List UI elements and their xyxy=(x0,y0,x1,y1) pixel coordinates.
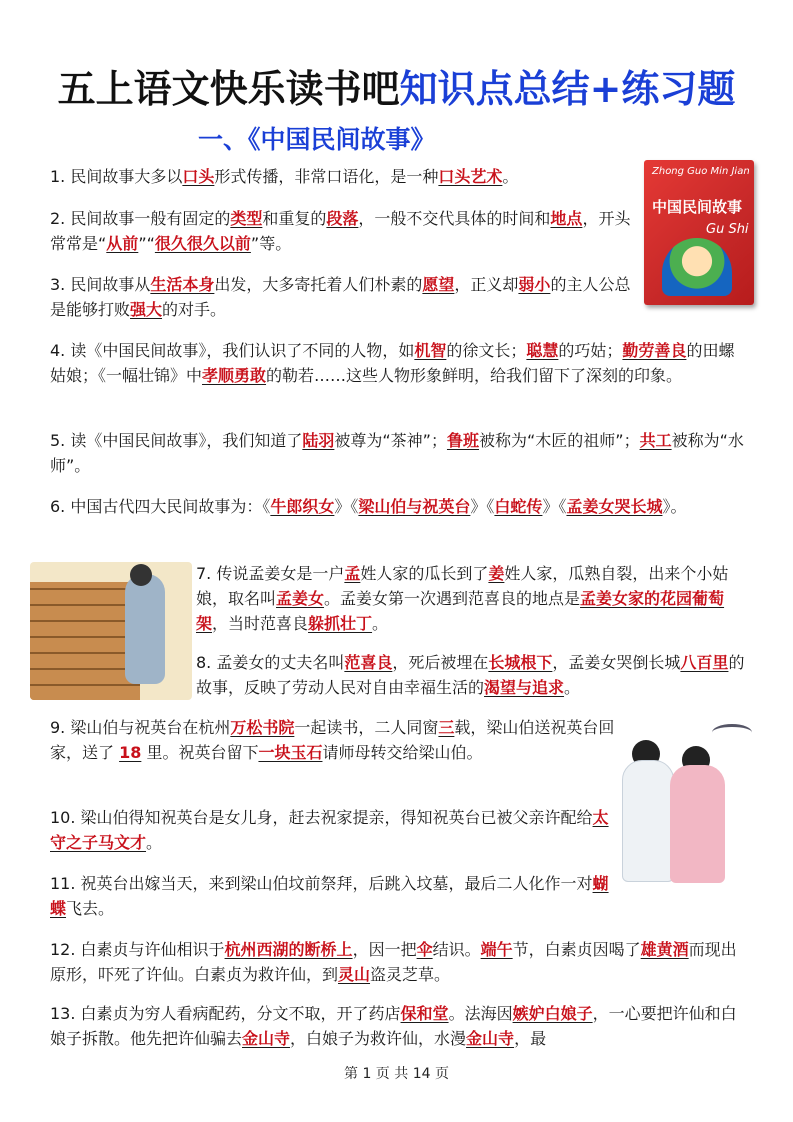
paragraph-text: 13. 白素贞为穷人看病配药，分文不取，开了药店 xyxy=(50,1004,401,1023)
meng-jiangnv-figure xyxy=(125,574,165,684)
answer-keyword: 八百里 xyxy=(680,653,729,672)
paragraph-text: 的徐文长； xyxy=(446,341,527,360)
paragraph-13 xyxy=(50,1001,750,1051)
answer-keyword: 陆羽 xyxy=(302,431,335,450)
paragraph-10 xyxy=(50,805,616,855)
book-cover-title: 中国民间故事 xyxy=(652,198,743,216)
answer-keyword: 口头 xyxy=(182,167,215,186)
paragraph-text: 姓人家的瓜长到了 xyxy=(360,564,489,583)
paragraph-text: 请师母转交给梁山伯。 xyxy=(322,743,483,762)
paragraph-8 xyxy=(196,650,752,700)
answer-keyword: 类型 xyxy=(230,209,263,228)
paragraph-text: 4. 读《中国民间故事》，我们认识了不同的人物，如 xyxy=(50,341,415,360)
answer-keyword: 嫉妒白娘子 xyxy=(512,1004,593,1023)
answer-keyword: 孟姜女 xyxy=(276,589,325,608)
answer-keyword: 梁山伯与祝英台 xyxy=(358,497,471,516)
answer-keyword: 端午 xyxy=(480,940,513,959)
book-cover-illustration xyxy=(662,238,732,296)
paragraph-text: 姓人家，瓜熟自裂，出来个小姑娘，取名叫 xyxy=(196,564,729,608)
answer-keyword: 愿望 xyxy=(422,275,455,294)
paragraph-text: 被称为“水师”。 xyxy=(50,431,744,475)
paragraph-text: 》。 xyxy=(662,497,687,516)
answer-keyword: 范喜良 xyxy=(344,653,393,672)
wall-bricks xyxy=(30,582,140,700)
paragraph-text: 飞去。 xyxy=(66,899,115,918)
paragraph-text: 2. 民间故事一般有固定的 xyxy=(50,209,231,228)
answer-keyword: 白蛇传 xyxy=(494,497,543,516)
book-cover-top-text: Zhong Guo Min Jian xyxy=(652,166,750,177)
answer-keyword: 机智 xyxy=(414,341,447,360)
answer-keyword: 躲抓壮丁 xyxy=(308,614,373,633)
paragraph-text: 1. 民间故事大多以 xyxy=(50,167,183,186)
answer-keyword: 保和堂 xyxy=(400,1004,449,1023)
answer-keyword: 伞 xyxy=(416,940,433,959)
paragraph-text: 》《 xyxy=(334,497,359,516)
paragraph-text: ，因一把 xyxy=(352,940,417,959)
paragraph-text: ”“ xyxy=(138,234,155,253)
paragraph-text: 的主人公总是能够打败 xyxy=(50,275,631,319)
figure-liang xyxy=(622,760,674,882)
answer-keyword: 口头艺术 xyxy=(438,167,503,186)
answer-keyword: 姜 xyxy=(488,564,505,583)
answer-keyword: 生活本身 xyxy=(150,275,215,294)
paragraph-text: 。 xyxy=(372,614,389,633)
paragraph-9 xyxy=(50,715,616,765)
paragraph-text: 》《 xyxy=(542,497,567,516)
answer-keyword: 一块玉石 xyxy=(258,743,323,762)
paragraph-text: 12. 白素贞与许仙相识于 xyxy=(50,940,225,959)
paragraph-text: 的巧姑； xyxy=(558,341,623,360)
paragraph-text: ，当时范喜良 xyxy=(212,614,309,633)
paragraph-text: 11. 祝英台出嫁当天，来到梁山伯坟前祭拜，后跳入坟墓，最后二人化作一对 xyxy=(50,874,593,893)
book-cover-gu: Gu Shi xyxy=(706,222,749,237)
paragraph-text: 的故事，反映了劳动人民对自由幸福生活的 xyxy=(196,653,745,697)
paragraph-text: 结识。 xyxy=(432,940,481,959)
book-cover-image xyxy=(644,160,754,305)
answer-keyword: 弱小 xyxy=(518,275,551,294)
answer-keyword: 渴望与追求 xyxy=(484,678,565,697)
paragraph-text: ，一心要把许仙和白娘子拆散。他先把许仙骗去 xyxy=(50,1004,737,1048)
paragraph-text: 被称为“木匠的祖师”； xyxy=(478,431,640,450)
answer-keyword: 从前 xyxy=(106,234,139,253)
paragraph-text: 而现出原形，吓死了许仙。白素贞为救许仙，到 xyxy=(50,940,737,984)
title-part-1: 五上语文快乐读书吧 xyxy=(57,67,400,111)
answer-keyword: 孝顺勇敢 xyxy=(202,366,267,385)
paragraph-text: 6. 中国古代四大民间故事为：《 xyxy=(50,497,271,516)
paragraph-text: ，死后被埋在 xyxy=(392,653,489,672)
paragraph-text: 节，白素贞因喝了 xyxy=(512,940,641,959)
paragraph-text: 。 xyxy=(502,167,519,186)
answer-keyword: 杭州西湖的断桥上 xyxy=(224,940,353,959)
paragraph-text: 》《 xyxy=(470,497,495,516)
paragraph-text: 载，梁山伯送祝英台回家，送了 xyxy=(50,718,615,762)
answer-keyword: 金山寺 xyxy=(466,1029,515,1048)
paragraph-text: ，正义却 xyxy=(454,275,519,294)
answer-keyword: 很久很久以前 xyxy=(154,234,251,253)
answer-keyword: 孟姜女哭长城 xyxy=(566,497,663,516)
paragraph-text: 7. 传说孟姜女是一户 xyxy=(196,564,345,583)
answer-keyword: 太守之子马文才 xyxy=(50,808,609,852)
paragraph-text: 一起读书，二人同窗 xyxy=(294,718,439,737)
paragraph-text: ，最 xyxy=(514,1029,547,1048)
bird-icon xyxy=(712,724,752,741)
paragraph-text: ，一般不交代具体的时间和 xyxy=(358,209,551,228)
paragraph-4 xyxy=(50,338,750,388)
paragraph-1 xyxy=(50,164,640,189)
answer-keyword: 强大 xyxy=(130,300,163,319)
paragraph-text: 和重复的 xyxy=(262,209,327,228)
answer-keyword: 孟 xyxy=(344,564,361,583)
paragraph-text: 的对手。 xyxy=(162,300,227,319)
paragraph-text: 。 xyxy=(564,678,581,697)
paragraph-11 xyxy=(50,871,616,921)
paragraph-text: 3. 民间故事从 xyxy=(50,275,151,294)
paragraph-text: 。孟姜女第一次遇到范喜良的地点是 xyxy=(324,589,581,608)
paragraph-text: 。 xyxy=(146,833,163,852)
paragraph-text: 8. 孟姜女的丈夫名叫 xyxy=(196,653,345,672)
paragraph-text: 被尊为“茶神”； xyxy=(334,431,447,450)
answer-keyword: 雄黄酒 xyxy=(640,940,689,959)
answer-keyword: 蝴蝶 xyxy=(50,874,609,918)
answer-keyword: 勤劳善良 xyxy=(622,341,687,360)
figure-zhu xyxy=(670,765,725,883)
answer-keyword: 聪慧 xyxy=(526,341,559,360)
paragraph-2 xyxy=(50,206,642,256)
answer-keyword: 孟姜女家的花园葡萄架 xyxy=(196,589,725,633)
liang-zhu-illustration xyxy=(612,720,762,885)
answer-keyword: 鲁班 xyxy=(446,431,479,450)
paragraph-text: 10. 梁山伯得知祝英台是女儿身，赶去祝家提亲，得知祝英台已被父亲许配给 xyxy=(50,808,593,827)
page-footer: 第 1 页 共 14 页 xyxy=(344,1066,449,1082)
paragraph-text: ”等。 xyxy=(250,234,292,253)
paragraph-text: ，开头常常是“ xyxy=(50,209,631,253)
answer-keyword: 长城根下 xyxy=(488,653,553,672)
answer-keyword: 灵山 xyxy=(338,965,371,984)
paragraph-text: 的勒若……这些人物形象鲜明，给我们留下了深刻的印象。 xyxy=(266,366,683,385)
paragraph-text: 。法海因 xyxy=(448,1004,513,1023)
paragraph-text: 里。祝英台留下 xyxy=(141,743,259,762)
answer-keyword: 牛郎织女 xyxy=(270,497,335,516)
paragraph-6 xyxy=(50,494,750,519)
answer-keyword: 地点 xyxy=(550,209,583,228)
paragraph-text: 出发，大多寄托着人们朴素的 xyxy=(214,275,423,294)
paragraph-text: ，孟姜女哭倒长城 xyxy=(552,653,681,672)
paragraph-text: 的田螺姑娘；《一幅壮锦》中 xyxy=(50,341,735,385)
paragraph-text: 5. 读《中国民间故事》，我们知道了 xyxy=(50,431,303,450)
answer-keyword: 金山寺 xyxy=(242,1029,291,1048)
paragraph-text: 盗灵芝草。 xyxy=(370,965,451,984)
great-wall-illustration xyxy=(30,562,192,700)
title-part-2: 知识点总结+练习题 xyxy=(399,67,736,111)
answer-keyword: 段落 xyxy=(326,209,359,228)
paragraph-5 xyxy=(50,428,750,478)
page-title xyxy=(0,58,793,113)
paragraph-12 xyxy=(50,937,750,987)
paragraph-text: 9. 梁山伯与祝英台在杭州 xyxy=(50,718,231,737)
answer-keyword: 共工 xyxy=(639,431,672,450)
paragraph-3 xyxy=(50,272,642,322)
figure-head xyxy=(130,564,152,586)
paragraph-7 xyxy=(196,561,752,636)
answer-keyword: 18 xyxy=(119,743,142,762)
answer-keyword: 三 xyxy=(438,718,455,737)
paragraph-text: ，白娘子为救许仙，水漫 xyxy=(290,1029,467,1048)
paragraph-text: 形式传播，非常口语化，是一种 xyxy=(214,167,439,186)
section-heading: 一、《中国民间故事》 xyxy=(198,125,436,154)
answer-keyword: 万松书院 xyxy=(230,718,295,737)
